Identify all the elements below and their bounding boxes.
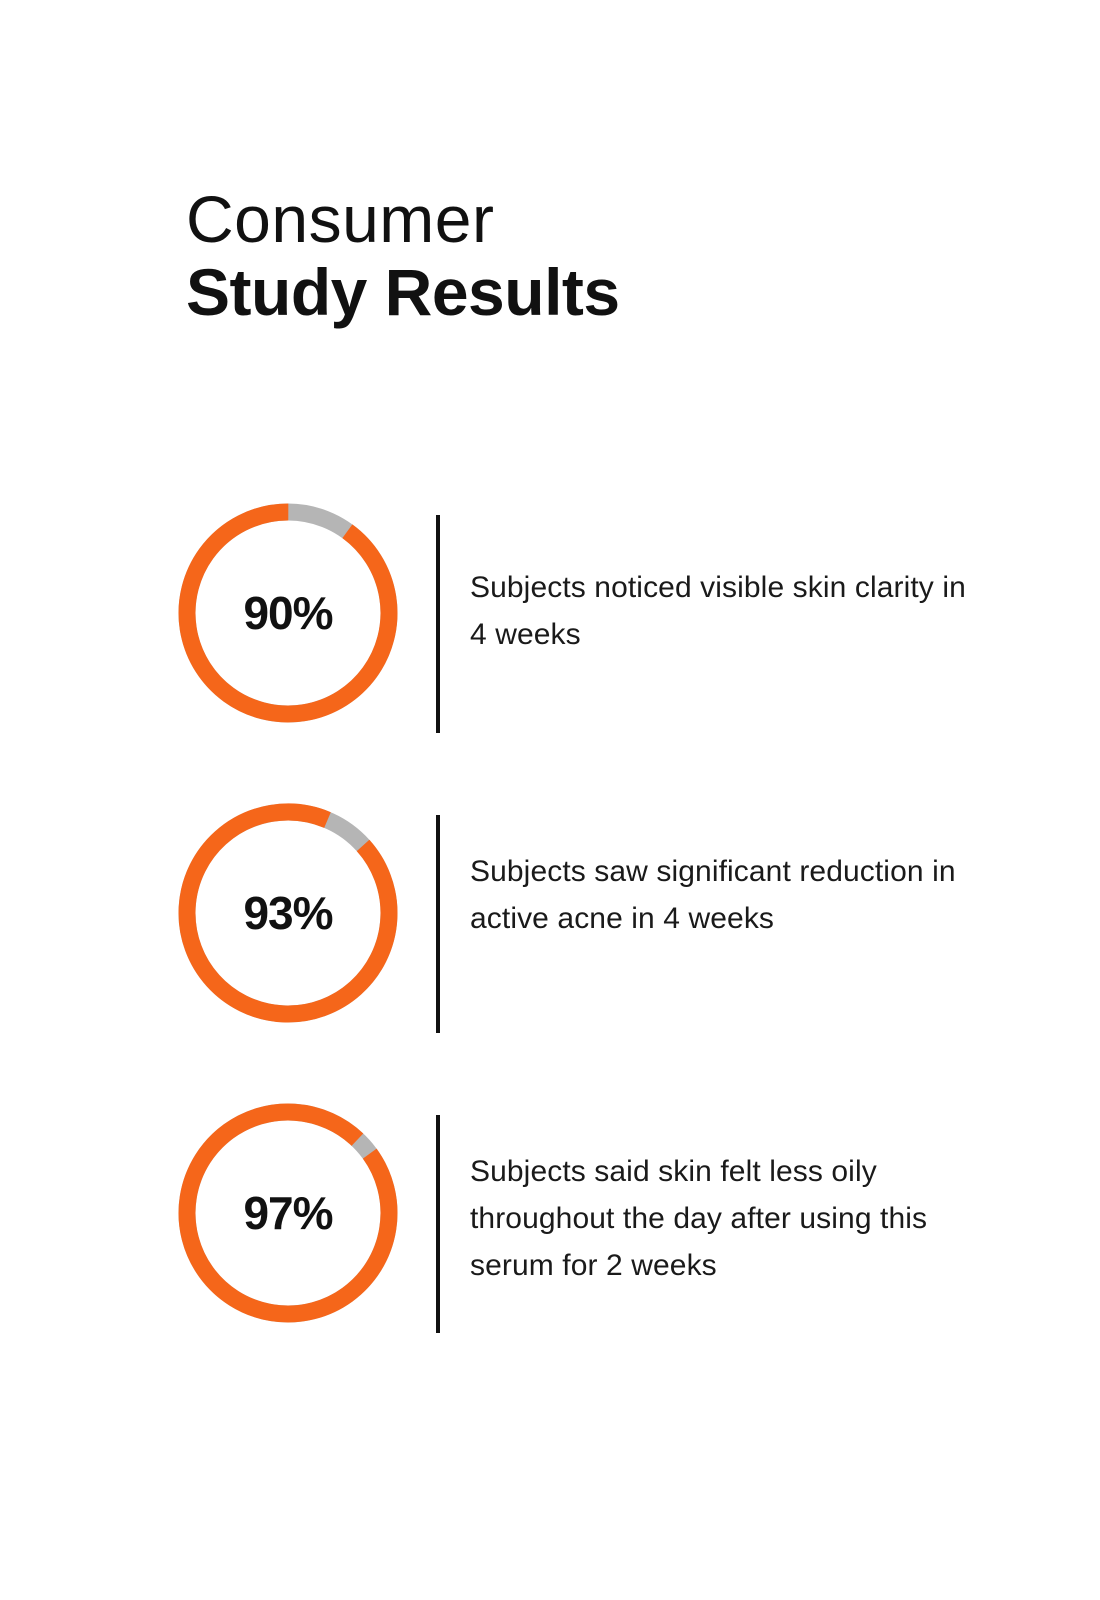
stat-description: Subjects said skin felt less oily throughout the day after using this serum for 2 weeks [470,1155,928,1282]
row-divider [436,815,440,1033]
donut-value-label: 90% [243,587,333,639]
stat-description: Subjects saw significant reduction in active acne in 4 weeks [470,855,956,935]
row-divider [436,515,440,733]
donut-chart-97 [172,1097,404,1329]
stat-row [0,497,1100,797]
stat-row [0,1097,1100,1397]
page-title [186,182,986,330]
stat-description: Subjects noticed visible skin clarity in 4 weeks [470,571,966,651]
row-divider [436,1115,440,1333]
donut-chart-93 [172,797,404,1029]
title-line-two: Study Results [186,255,620,330]
donut-value-label: 97% [243,1187,333,1239]
donut-value-label: 93% [243,887,333,939]
stat-row [0,797,1100,1097]
title-line-one: Consumer [186,182,495,256]
stats-list [0,497,1100,1397]
donut-chart-90 [172,497,404,729]
